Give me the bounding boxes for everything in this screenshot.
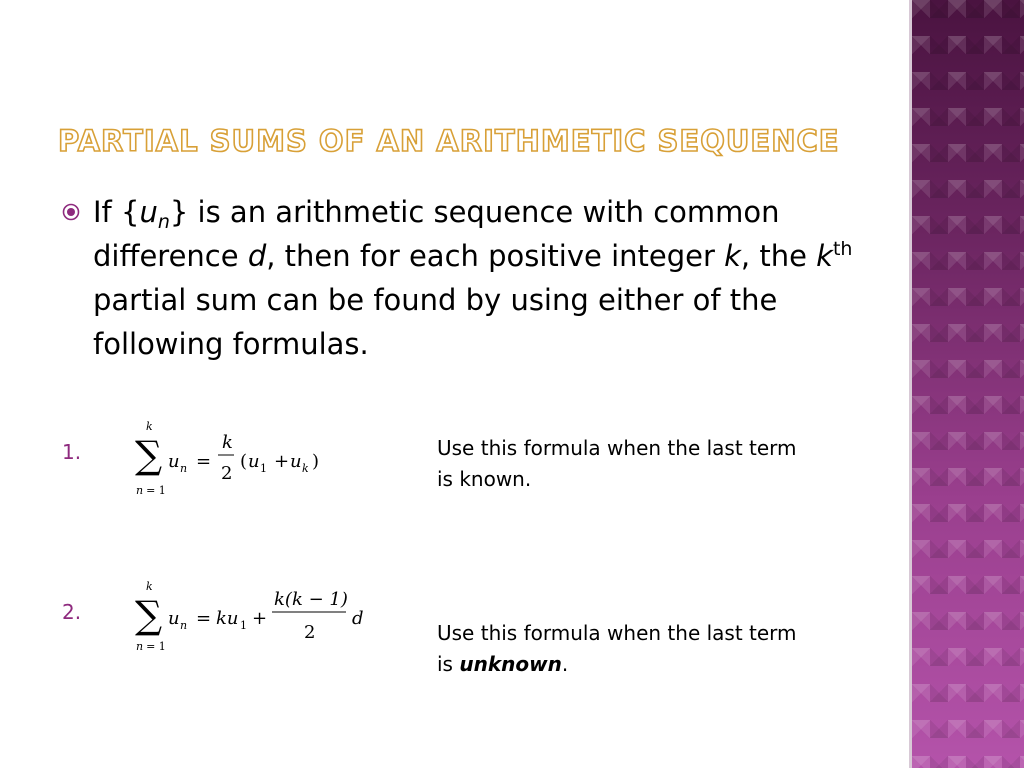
- term-uk: u: [290, 451, 302, 472]
- plus-sign: +: [274, 451, 290, 472]
- fraction-denominator: 2: [221, 463, 233, 484]
- formula-1-note: Use this formula when the last term is known.: [437, 436, 797, 491]
- bullet-text-part: partial sum can be found by using either of the following formulas.: [93, 283, 778, 361]
- fraction-numerator: k: [222, 432, 233, 453]
- integer-symbol: k: [724, 239, 741, 273]
- sequence-symbol: u: [139, 195, 158, 229]
- bullet-paragraph: [62, 190, 862, 366]
- note-text: Use this formula when the last term is: [437, 621, 797, 676]
- lower-var: n: [136, 640, 144, 653]
- ordinal-suffix: th: [832, 238, 853, 260]
- fraction-numerator: [274, 589, 348, 610]
- term-ku: ku: [216, 608, 239, 629]
- formula-1: [132, 418, 392, 498]
- term-u-sub: n: [180, 619, 188, 632]
- lower-eq: = 1: [146, 640, 166, 653]
- bullet-text-part: } is an arithmetic sequence with common difference: [93, 195, 780, 273]
- paren-open: (: [240, 451, 248, 472]
- formula-2: [132, 578, 392, 658]
- note-emphasis: unknown: [459, 652, 562, 676]
- note-text-end: .: [561, 652, 569, 676]
- sum-upper-limit: k: [146, 580, 153, 593]
- paren-close: ): [312, 451, 320, 472]
- kth-symbol: k: [816, 239, 833, 273]
- difference-symbol: d: [247, 239, 267, 273]
- sequence-subscript: n: [157, 211, 170, 233]
- equals-sign: =: [196, 451, 212, 472]
- bullet-text-part: , the: [740, 239, 817, 273]
- term-ku-sub: 1: [240, 619, 247, 632]
- list-number: 2.: [62, 600, 82, 624]
- sigma-symbol: ∑: [135, 593, 163, 637]
- plus-sign: +: [252, 608, 268, 629]
- term-u: u: [168, 608, 180, 629]
- slide-title: PARTIAL SUMS OF AN ARITHMETIC SEQUENCE: [58, 124, 840, 158]
- bullet-text: [93, 190, 862, 366]
- term-d: d: [352, 608, 364, 629]
- lower-eq: = 1: [146, 484, 166, 497]
- term-u1: u: [248, 451, 260, 472]
- sigma-symbol: ∑: [135, 433, 163, 477]
- bullet-text-part: , then for each positive integer: [266, 239, 725, 273]
- decorative-side-band: [912, 0, 1024, 768]
- circle-bullet-icon: [62, 203, 80, 221]
- sum-lower-limit: [136, 484, 166, 497]
- numerator-k: k: [274, 589, 285, 610]
- numerator-rest: (k − 1): [284, 589, 348, 610]
- formula-2-note: [437, 618, 817, 680]
- lower-var: n: [136, 484, 144, 497]
- equals-sign: =: [196, 608, 212, 629]
- term-u1-sub: 1: [260, 462, 267, 475]
- bullet-text-part: If {: [93, 195, 140, 229]
- sum-lower-limit: [136, 640, 166, 653]
- sum-upper-limit: k: [146, 420, 153, 433]
- term-uk-sub: k: [302, 462, 309, 475]
- term-u-sub: n: [180, 462, 188, 475]
- list-number: 1.: [62, 440, 82, 464]
- term-u: u: [168, 451, 180, 472]
- fraction-denominator: 2: [304, 622, 316, 643]
